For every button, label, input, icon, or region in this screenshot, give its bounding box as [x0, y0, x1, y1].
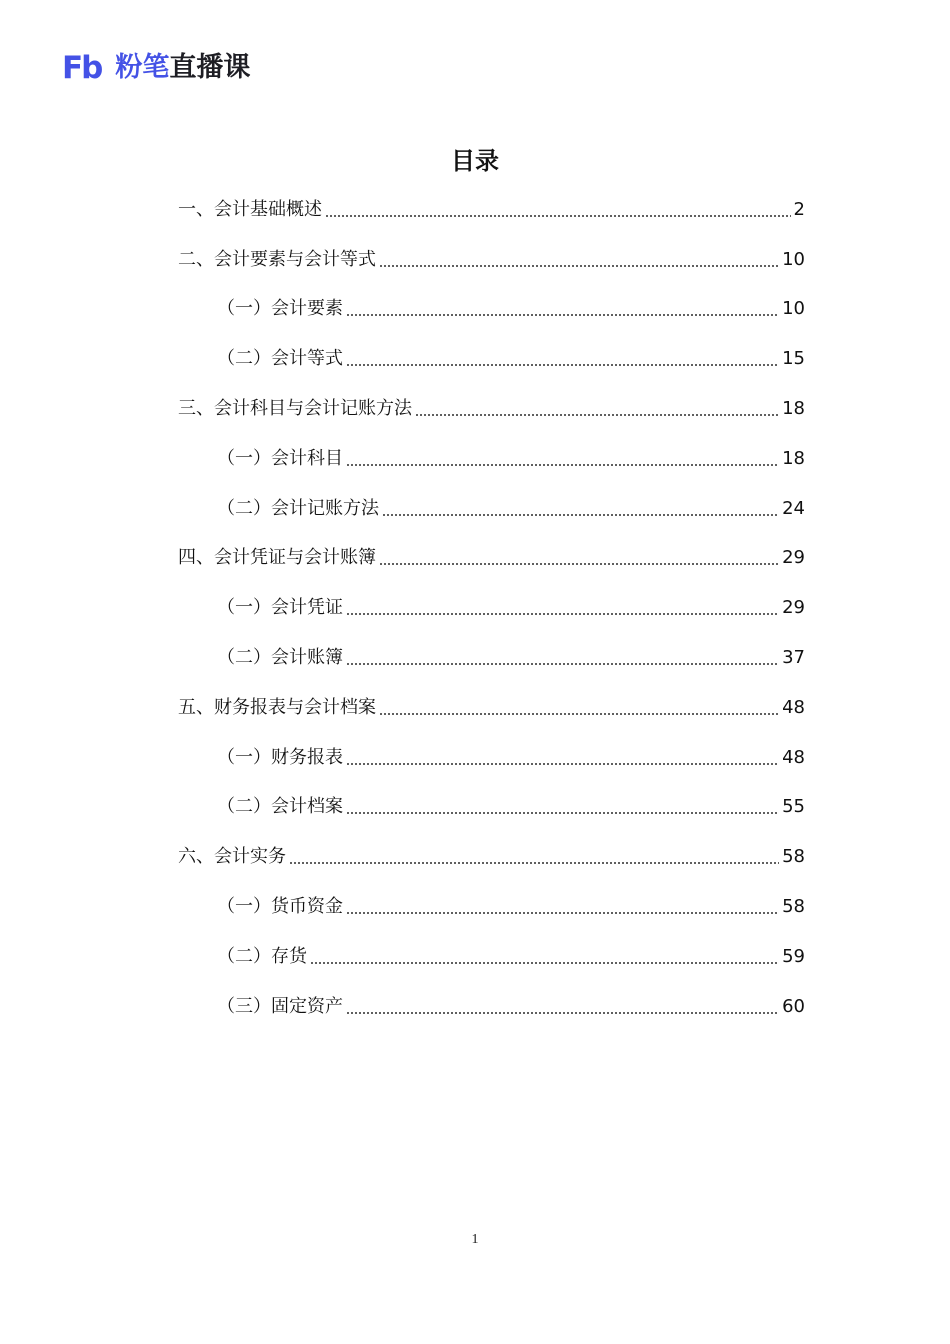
toc-entry-label: （一）会计凭证: [217, 597, 343, 619]
toc-entry-page: 58: [782, 846, 805, 868]
dot-leader: [346, 898, 779, 916]
fb-logo-icon: Fb: [62, 50, 102, 86]
dot-leader: [415, 400, 779, 418]
toc-entry-label: 五、财务报表与会计档案: [178, 696, 376, 718]
toc-entry-page: 10: [782, 298, 805, 320]
toc-entry-page: 15: [782, 348, 805, 370]
toc-subentry: [178, 583, 805, 633]
toc-entry: [178, 683, 805, 733]
toc-subentry: [178, 882, 805, 932]
toc-entry-page: 18: [782, 398, 805, 420]
toc-entry-label: 四、会计凭证与会计账簿: [178, 547, 376, 569]
toc-entry-label: （一）会计要素: [217, 298, 343, 320]
toc-entry-page: 60: [782, 995, 805, 1017]
toc-entry-label: （二）会计账簿: [217, 647, 343, 669]
toc-subentry: [178, 434, 805, 484]
toc-entry-label: 一、会计基础概述: [178, 198, 322, 220]
toc-entry-label: （三）固定资产: [217, 995, 343, 1017]
toc-entry-label: （一）会计科目: [217, 447, 343, 469]
brand-name-secondary: 直播课: [169, 52, 251, 83]
dot-leader: [379, 699, 779, 717]
dot-leader: [346, 998, 779, 1016]
toc-subentry: [178, 484, 805, 534]
dot-leader: [310, 948, 779, 966]
toc-entry: [178, 832, 805, 882]
toc-entry-page: 58: [782, 896, 805, 918]
toc-entry: [178, 384, 805, 434]
toc-entry-label: 六、会计实务: [178, 846, 286, 868]
dot-leader: [346, 599, 779, 617]
toc-subentry: [178, 733, 805, 783]
toc-entry: [178, 534, 805, 584]
toc-entry-label: （一）货币资金: [217, 896, 343, 918]
dot-leader: [289, 848, 779, 866]
toc-entry-page: 29: [782, 597, 805, 619]
dot-leader: [346, 649, 779, 667]
toc-subentry: [178, 982, 805, 1032]
toc-entry-page: 24: [782, 497, 805, 519]
toc-entry-page: 18: [782, 447, 805, 469]
toc-entry-page: 29: [782, 547, 805, 569]
dot-leader: [346, 749, 779, 767]
dot-leader: [346, 798, 779, 816]
toc-entry-page: 48: [782, 746, 805, 768]
toc-entry-page: 59: [782, 945, 805, 967]
brand-name-primary: 粉笔: [115, 52, 170, 83]
toc-entry-page: 2: [793, 198, 805, 220]
toc-entry-label: 三、会计科目与会计记账方法: [178, 398, 412, 420]
toc-entry-page: 48: [782, 696, 805, 718]
toc-entry-page: 10: [782, 248, 805, 270]
dot-leader: [379, 251, 779, 269]
toc-subentry: [178, 334, 805, 384]
toc-entry-label: （二）会计等式: [217, 348, 343, 370]
toc-subentry: [178, 285, 805, 335]
toc-entry-label: （二）会计记账方法: [217, 497, 379, 519]
toc-entry-page: 37: [782, 647, 805, 669]
toc-subentry: [178, 932, 805, 982]
dot-leader: [382, 500, 779, 518]
dot-leader: [379, 549, 779, 567]
brand-header: [62, 50, 250, 86]
toc-subentry: [178, 633, 805, 683]
toc-entry-label: （二）会计档案: [217, 796, 343, 818]
toc-entry-label: （一）财务报表: [217, 746, 343, 768]
dot-leader: [346, 450, 779, 468]
toc-entry-page: 55: [782, 796, 805, 818]
table-of-contents: [178, 185, 805, 1032]
toc-entry-label: 二、会计要素与会计等式: [178, 248, 376, 270]
toc-entry-label: （二）存货: [217, 945, 307, 967]
toc-subentry: [178, 783, 805, 833]
toc-entry: [178, 235, 805, 285]
dot-leader: [346, 300, 779, 318]
toc-title: 目录: [451, 147, 499, 175]
dot-leader: [325, 201, 791, 219]
toc-entry: [178, 185, 805, 235]
page-number: 1: [471, 1232, 479, 1247]
dot-leader: [346, 350, 779, 368]
